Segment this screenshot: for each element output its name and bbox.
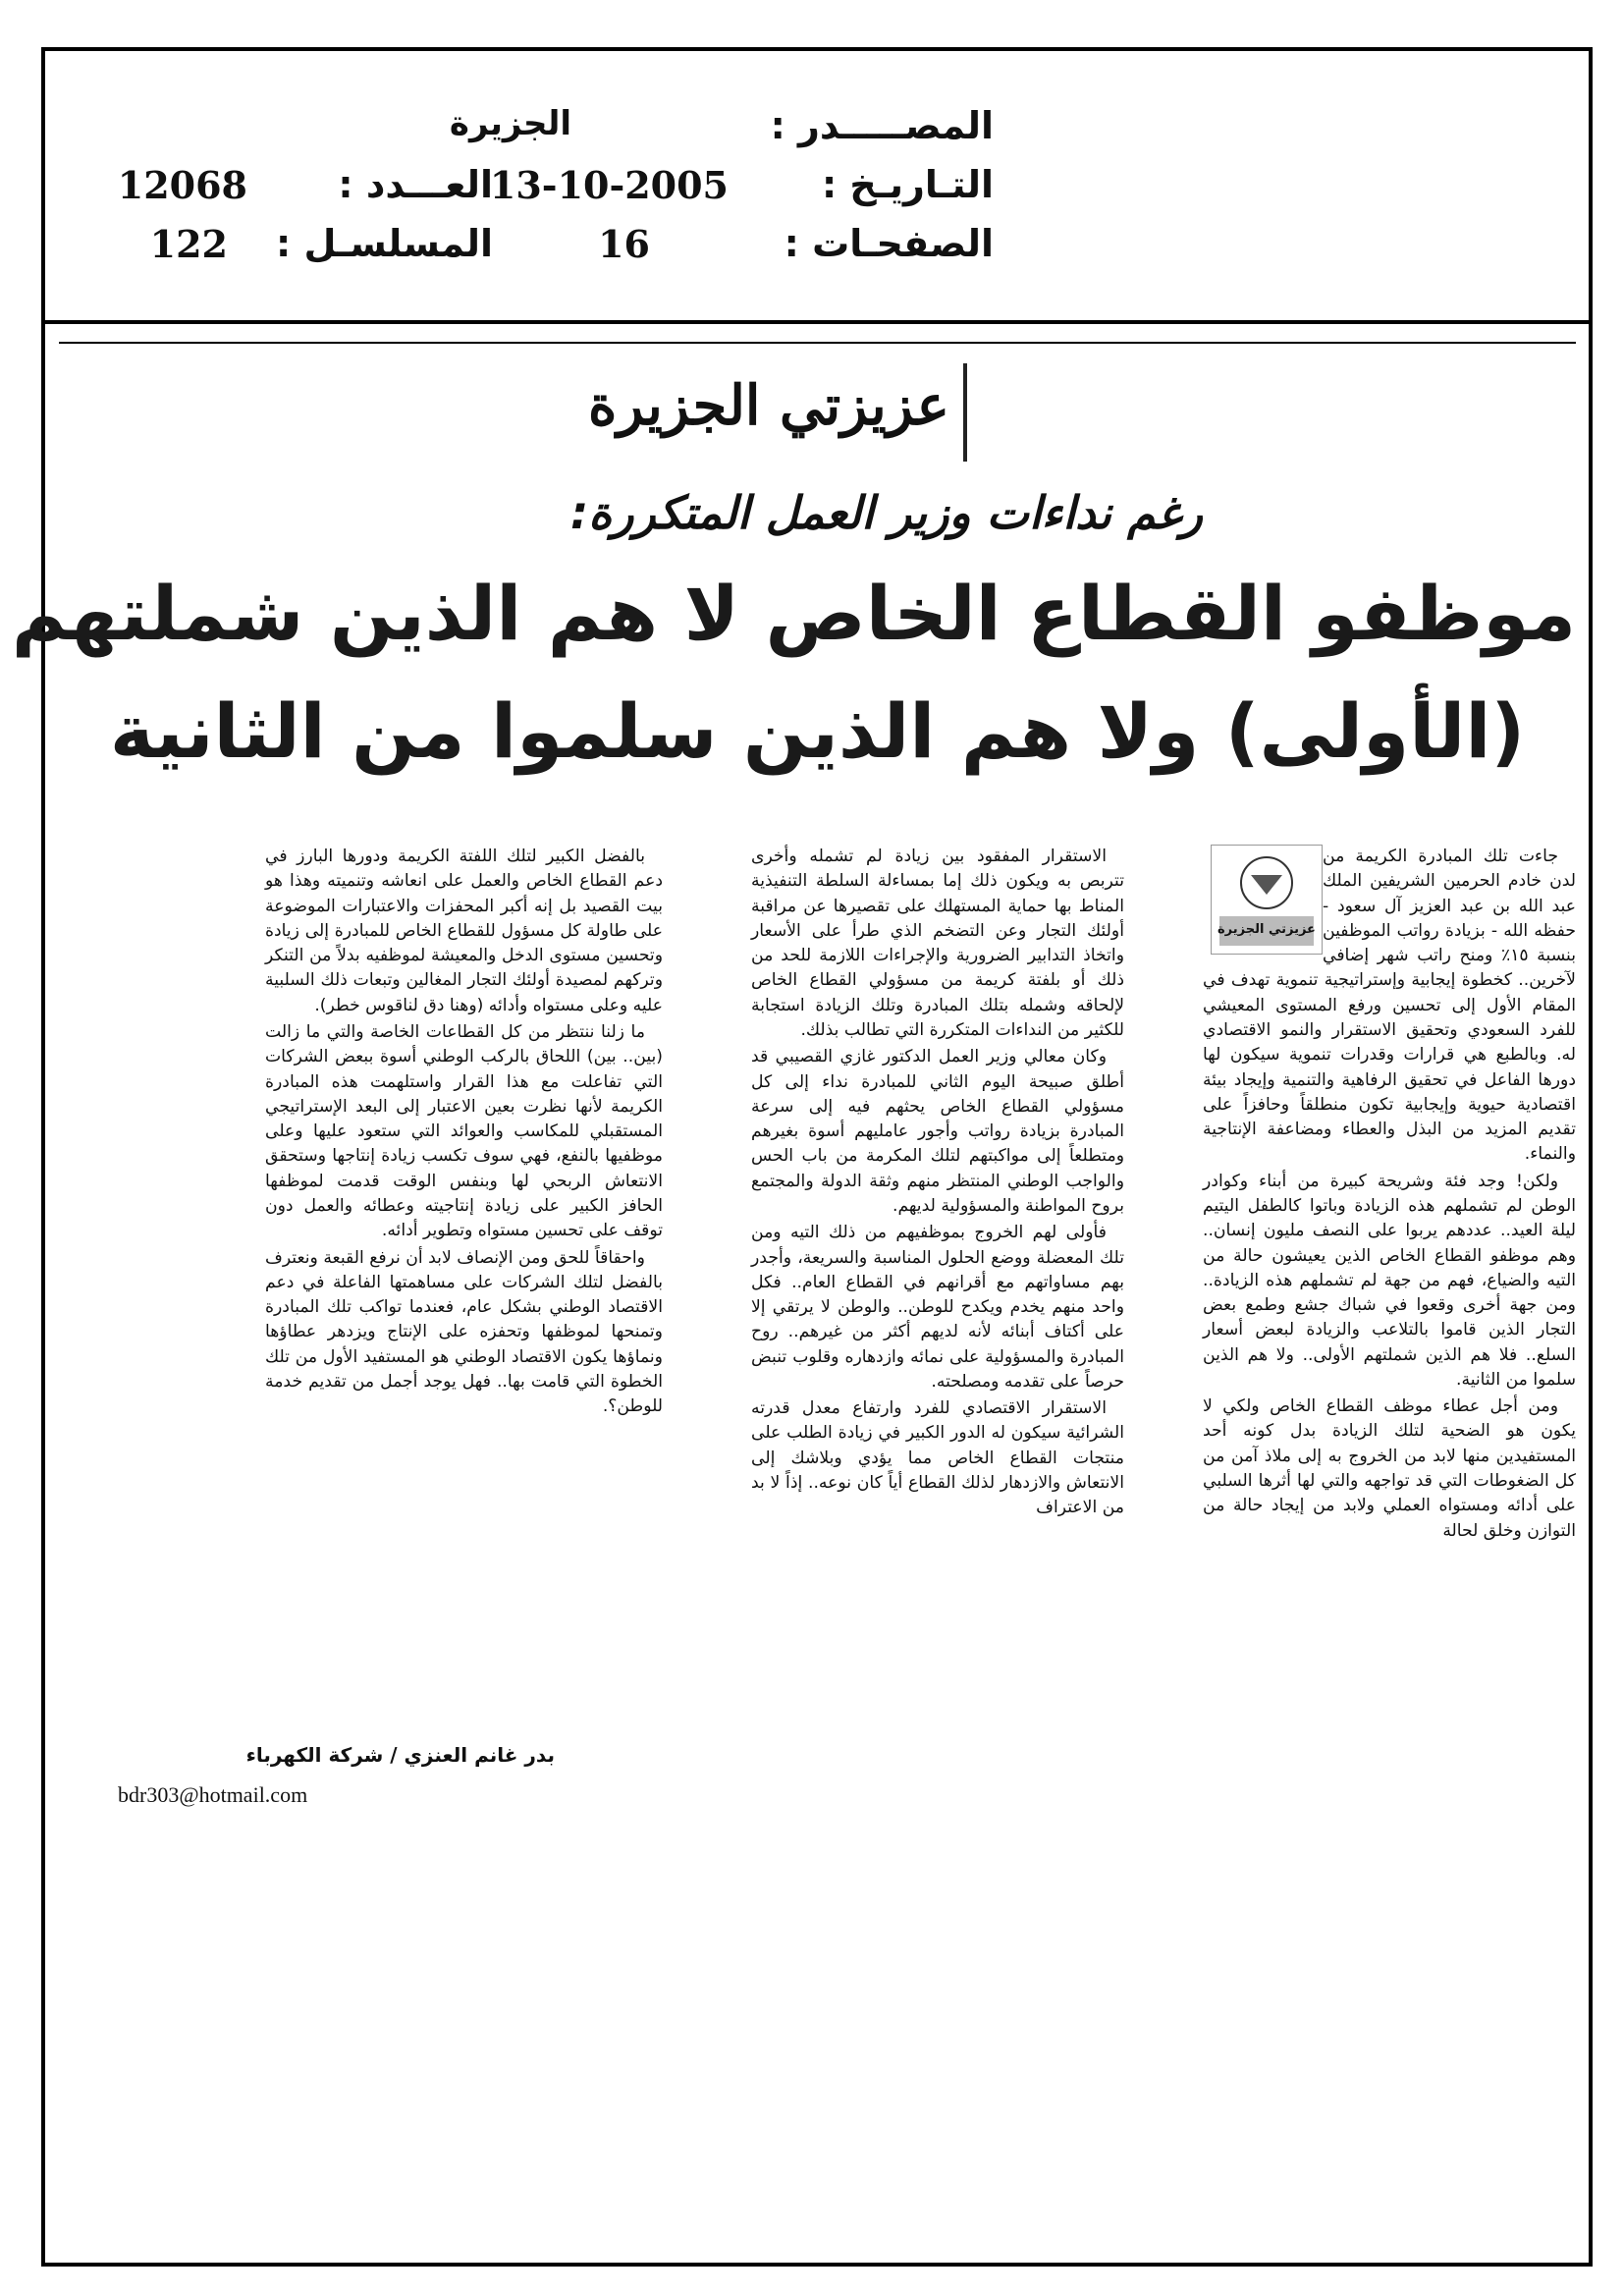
issue-label: العـــدد :	[338, 163, 493, 206]
header-row-source	[41, 104, 1593, 153]
kicker: رغم نداءات وزير العمل المتكررة:	[569, 486, 1203, 539]
col3-para: بالفضل الكبير لتلك اللفتة الكريمة ودورها البارز في دعم القطاع الخاص والعمل على انعاشه وتنميته وهذا هو بيت القصيد بل إنه أكبر المحفزات والاعتبارات الموضوعة على طاولة كل مسؤول للقطاع الخاص للمبادرة إلى زيادة وتحسين مستوى الدخل والمعيشة لموظفيه بدلاً من التنكر وتركهم لمصيدة أولئك التجار المغالين وتبعات ذلك السلبية عليه وعلى مستواه وأدائه (وهنا دق لناقوس خطر).	[265, 847, 663, 1015]
author-email: bdr303@hotmail.com	[118, 1782, 308, 1807]
column-1	[1203, 845, 1576, 1546]
issue-value: 12068	[117, 163, 247, 207]
serial-label: المسلسـل :	[276, 222, 493, 265]
section-logo	[587, 363, 967, 462]
column-3	[265, 845, 663, 1421]
col3-para: واحقاقاً للحق ومن الإنصاف لابد أن نرفع القبعة ونعترف بالفضل لتلك الشركات على مساهمتها الفاعلة في دعم الاقتصاد الوطني بشكل عام، فعندما تواكب تلك المبادرة وتمنحها لموظفها وتحفزه على الإنتاج ويزدهر عطاؤها ونماؤها يكون الاقتصاد الوطني هو المستفيد الأول من تلك الخطوة التي قامت بها.. فهل يوجد أجمل من تقديم خدمة للوطن؟.	[265, 1247, 663, 1417]
col1-para: ولكن! وجد فئة وشريحة كبيرة من أبناء وكوادر الوطن لم تشملهم هذه الزيادة وباتوا كالطفل اليتيم ليلة العيد.. عددهم يربوا على النصف مليون إنسان.. وهم موظفو القطاع الخاص الذين يعيشون حالة من التيه والضياع، فهم من جهة لم تشملهم هذه الزيادة.. ومن جهة أخرى وقعوا في شباك جشع وطمع بعض التجار الذين قاموا بالتلاعب والزيادة لبعض أسعار السلع.. فلا هم الذين شملتهم الأولى.. ولا هم الذين سلموا من الثانية.	[1203, 1171, 1576, 1390]
headline-line-2: (الأولى) ولا هم الذين سلموا من الثانية	[109, 687, 1526, 775]
stamp	[1211, 845, 1323, 955]
pages-label: الصفحـات :	[784, 222, 994, 265]
col2-para: فأولى لهم الخروج بموظفيهم من ذلك التيه ومن تلك المعضلة ووضع الحلول المناسبة والسريعة، وأجدر بهم مساواتهم مع أقرانهم في القطاع العام.. فكل واحد منهم يخدم ويكدح للوطن.. والوطن لا يرتقي إلا على أكتاف أبنائه لأنه لديهم أكثر من غيرهم.. روح المبادرة والمسؤولية على نمائه وازدهاره وقلوب تنبض حرصاً على تقدمه ومصلحته.	[751, 1223, 1124, 1392]
headline-line-1: موظفو القطاع الخاص لا هم الذين شملتهم	[11, 570, 1576, 657]
col1-para: جاءت تلك المبادرة الكريمة من لدن خادم الحرمين الشريفين الملك عبد الله بن عبد العزيز آل سعود - حفظه الله - بزيادة رواتب الموظفين بنسبة ١٥٪ ومنح راتب شهر إضافي لآخرين.. كخطوة إيجابية وإستراتيجية تنموية تهدف في المقام الأول إلى تحسين ورفع المستوى المعيشي للفرد السعودي وتحقيق الاستقرار والنمو الاقتصادي له. وبالطبع هي قرارات وقدرات تنموية سيكون لها دورها الفاعل في تحقيق الرفاهية والتنمية وإيجاد بيئة اقتصادية حيوية وإيجابية تكون منطلقاً وحافزاً على تقديم المزيد من البذل والعطاء ومضاعفة الإنتاجية والنماء.	[1203, 847, 1576, 1165]
header-row-date	[41, 163, 1593, 212]
date-label: التـاريـخ :	[821, 163, 994, 206]
clipping-header	[41, 47, 1593, 324]
header-row-pages	[41, 222, 1593, 271]
source-label: المصـــــدر :	[770, 104, 994, 147]
article-columns	[59, 845, 1576, 2200]
pages-value: 16	[598, 222, 650, 266]
section-logo-text: عزيزتي الجزيرة	[587, 373, 949, 438]
col2-para: الاستقرار الاقتصادي للفرد وارتفاع معدل قدرته الشرائية سيكون له الدور الكبير في زيادة الطلب على منتجات القطاع الخاص مما يؤدي وبلاشك إلى الانتعاش والازدهار لذلك القطاع أياً كان نوعه.. إذاً لا بد من الاعتراف	[751, 1398, 1124, 1518]
col2-para: وكان معالي وزير العمل الدكتور غازي القصيبي قد أطلق صبيحة اليوم الثاني للمبادرة نداء إلى كل مسؤولي القطاع الخاص يحثهم فيه إلى سرعة المبادرة بزيادة رواتب وأجور عامليهم أسوة بغيرهم ومتطلعاً إلى مواكبتهم لتلك المكرمة من باب الحس والواجب الوطني المنتظر منهم وثقة الدولة والمجتمع بروح المواطنة والمسؤولية لديهم.	[751, 1047, 1124, 1216]
article	[11, 342, 1576, 2254]
col2-para: الاستقرار المفقود بين زيادة لم تشمله وأخرى تتربص به ويكون ذلك إما بمساءلة السلطة التنفيذية المناط بها حماية المستهلك على تقصيرها عن مراقبة أولئك التجار وعن التضخم الذي طرأ على الأسعار واتخاذ التدابير الضرورية والإجراءات اللازمة للحد من ذلك أو بلفتة كريمة من مسؤولي القطاع الخاص لإلحاقه وشمله بتلك المبادرة وتلك الزيادة استجابة للكثير من النداءات المتكررة التي تطالب بذلك.	[751, 847, 1124, 1040]
col1-para: ومن أجل عطاء موظف القطاع الخاص ولكي لا يكون هو الضحية لتلك الزيادة بدل كونه أحد المستفيدين منها لابد من الخروج به إلى ملاذ آمن من كل الضغوطات التي قد تواجهه والتي لها أثرها السلبي على أدائه ومستواه العملي ولابد من إيجاد حالة من التوازن وخلق لحالة	[1203, 1396, 1576, 1541]
col3-para: ما زلنا ننتظر من كل القطاعات الخاصة والتي ما زالت (بين.. بين) اللحاق بالركب الوطني أسوة ببعض الشركات التي تفاعلت مع هذا القرار واستلهمت هذه المبادرة الكريمة لأنها نظرت بعين الاعتبار إلى البعد الإستراتيجي المستقبلي للمكاسب والعوائد التي ستعود عليها وعلى موظفيها بالنفع، فهي سوف تكسب زيادة إنتاجها وستحقق الانتعاش الربحي لها وبنفس الوقت قدمت لموظفها الحافز الكبير على زيادة إنتاجيته وعطائه والعمل دون توقف على تحسين مستواه وتطوير أدائه.	[265, 1021, 663, 1241]
author-signature: بدر غانم العنزي / شركة الكهرباء	[245, 1743, 555, 1767]
column-2	[751, 845, 1124, 1523]
serial-value: 122	[149, 222, 228, 266]
stamp-text: عزيزتي الجزيرة	[1217, 922, 1316, 937]
source-value: الجزيرة	[449, 104, 571, 143]
date-value: 13-10-2005	[489, 163, 729, 207]
